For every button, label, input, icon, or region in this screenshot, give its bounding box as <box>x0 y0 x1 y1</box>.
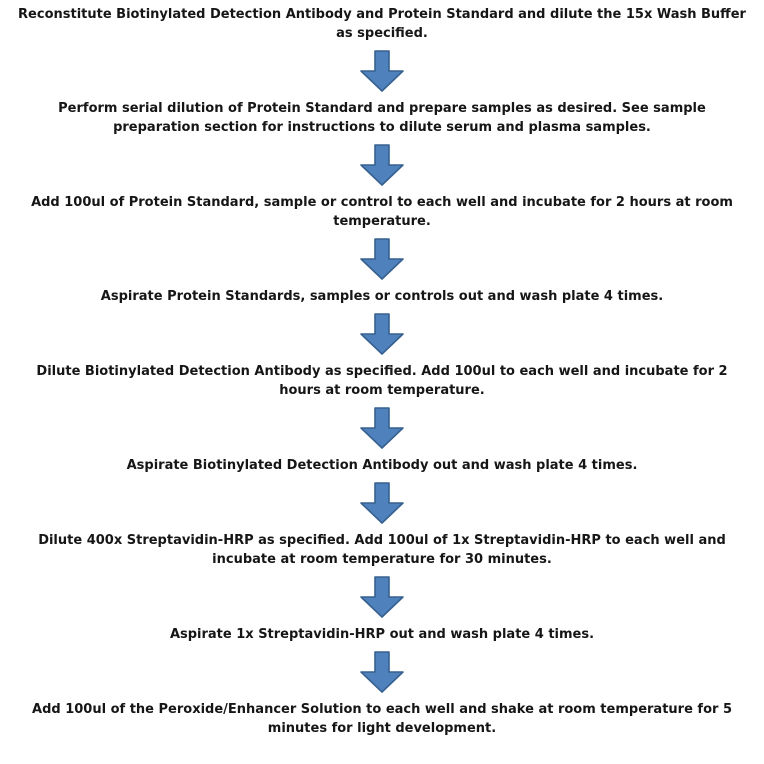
protocol-step-1 <box>18 5 746 43</box>
step-text-line: Aspirate 1x Streptavidin-HRP out and wash plate 4 times. <box>169 627 595 642</box>
down-arrow-icon <box>360 407 404 449</box>
step-text-line: incubate at room temperature for 30 minutes. <box>212 552 552 567</box>
down-arrow-icon <box>360 144 404 186</box>
down-arrow-icon <box>360 482 404 524</box>
protocol-step-8 <box>170 625 594 644</box>
down-arrow-icon <box>360 576 404 618</box>
step-text-line: temperature. <box>333 214 431 229</box>
protocol-step-9 <box>32 700 732 738</box>
down-arrow-icon <box>360 651 404 693</box>
step-text-line: Dilute Biotinylated Detection Antibody as specified. Add 100ul to each well and incubate for 2 <box>36 364 728 379</box>
protocol-step-6 <box>127 456 638 475</box>
step-text-line: as specified. <box>336 26 428 41</box>
step-text-line: hours at room temperature. <box>279 383 485 398</box>
down-arrow-icon <box>360 50 404 92</box>
step-text-line: Aspirate Biotinylated Detection Antibody out and wash plate 4 times. <box>126 458 638 473</box>
down-arrow-icon <box>360 238 404 280</box>
step-text-line: Perform serial dilution of Protein Standard and prepare samples as desired. See sample <box>58 101 706 116</box>
protocol-step-2 <box>58 99 706 137</box>
step-text-line: Reconstitute Biotinylated Detection Antibody and Protein Standard and dilute the 15x Wash Buffer <box>18 7 746 22</box>
protocol-step-4 <box>101 287 663 306</box>
protocol-step-3 <box>31 193 733 231</box>
step-text-line: preparation section for instructions to dilute serum and plasma samples. <box>113 120 651 135</box>
protocol-step-5 <box>36 362 727 400</box>
step-text-line: Add 100ul of Protein Standard, sample or control to each well and incubate for 2 hours at room <box>31 195 733 210</box>
step-text-line: Dilute 400x Streptavidin-HRP as specified. Add 100ul of 1x Streptavidin-HRP to each well and <box>38 533 726 548</box>
step-text-line: minutes for light development. <box>267 721 497 736</box>
down-arrow-icon <box>360 313 404 355</box>
step-text-line: Aspirate Protein Standards, samples or controls out and wash plate 4 times. <box>100 289 664 304</box>
step-text-line: Add 100ul of the Peroxide/Enhancer Solution to each well and shake at room temperature for 5 <box>32 702 732 717</box>
protocol-step-7 <box>38 531 726 569</box>
